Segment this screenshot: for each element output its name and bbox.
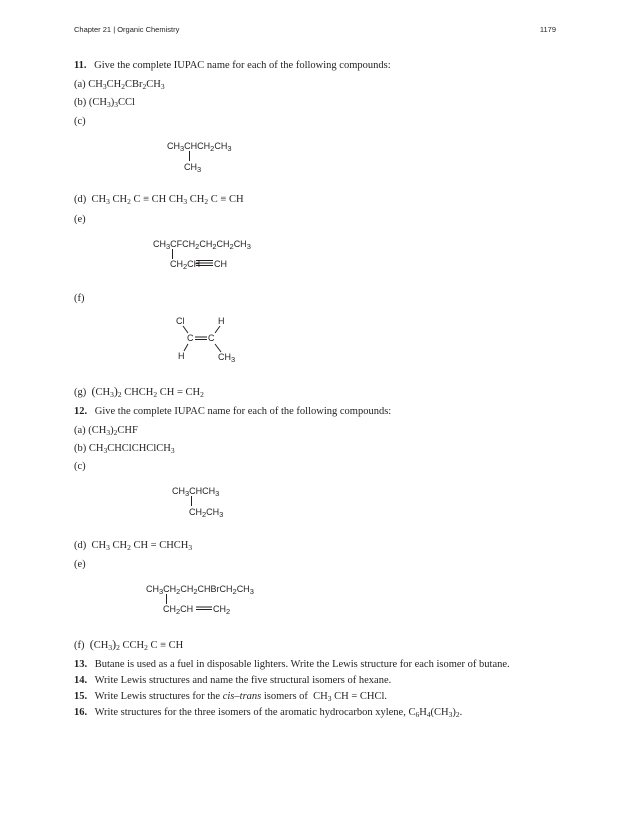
q11f-h-bottom: H [178, 351, 185, 361]
chapter-header: Chapter 21 | Organic Chemistry [74, 25, 180, 34]
q12a-label: (a) [74, 425, 86, 436]
q16-number: 16. [74, 707, 88, 718]
q14-number: 14. [74, 675, 88, 686]
q15 [74, 691, 387, 703]
q11f-c-right: C [208, 333, 215, 343]
q11e-branch-b: CH [214, 259, 227, 269]
q11c-branch: $CH_3$ [184, 162, 202, 174]
q12f-label: (f) [74, 640, 85, 651]
q12b-formula: $CH_3CHClCHClCH_3$ [88, 443, 175, 455]
q11f-label: (f) [74, 293, 85, 304]
q12d-label: (d) [74, 540, 87, 551]
q12d-formula: $CH_3$ $CH_2$ CH = $CHCH_3$ [91, 540, 193, 552]
q11g-formula: $(CH_3)_2$ $CHCH_2$ CH = $CH_2$ [91, 384, 204, 399]
q12e-main-chain: $CH_3CH_2CH_2CHBrCH_2CH_3$ [146, 584, 254, 596]
q11e-main-chain: $CH_3CFCH_2CH_2CH_2CH_3$ [153, 239, 251, 251]
q11g [74, 385, 204, 399]
q12f-formula: $(CH_3)_2$ $CCH_2$ C ≡ CH [89, 637, 184, 652]
q11a-formula: $CH_3CH_2CBr_2CH_3$ [88, 79, 165, 91]
q11f-ch3: $CH_3$ [218, 352, 236, 364]
q14-text: Write Lewis structures and name the five structural isomers of hexane. [94, 675, 392, 686]
q11c-label: (c) [74, 116, 86, 127]
q12c-label: (c) [74, 461, 86, 472]
q12e-structure [146, 584, 266, 618]
q12c-branch: $CH_2CH_3$ [189, 507, 224, 519]
q11f-cl: Cl [176, 316, 185, 326]
q12-prompt [74, 406, 391, 418]
q11-text: Give the complete IUPAC name for each of the following compounds: [94, 60, 391, 71]
page-number: 1179 [539, 25, 556, 34]
q15-number: 15. [74, 691, 88, 702]
q11f-h-top: H [218, 316, 225, 326]
q11f-bonds [176, 316, 246, 364]
q12e-branch-a: $CH_2CH$ [163, 604, 194, 616]
q12a-formula: $(CH_3)_2CHF$ [88, 425, 138, 437]
q11e-branch-a: $CH_2CH$ [170, 259, 201, 271]
q11g-label: (g) [74, 387, 87, 398]
q11c-structure [167, 141, 247, 175]
q11a [74, 79, 165, 91]
q11d-formula: $CH_3$ $CH_2$ C ≡ CH $CH_3$ $CH_2$ C ≡ CH [91, 194, 244, 206]
q11e-label: (e) [74, 214, 86, 225]
q11a-label: (a) [74, 79, 86, 90]
q14 [74, 675, 391, 687]
q11b-label: (b) [74, 97, 87, 108]
q11f-c-left: C [187, 333, 194, 343]
q12c-main-chain: $CH_3CHCH_3$ [172, 486, 220, 498]
q12-number: 12. [74, 406, 88, 417]
q12e-branch-b: $CH_2$ [213, 604, 231, 616]
q11e-structure [153, 239, 263, 273]
q12e-label: (e) [74, 559, 86, 570]
q12c-structure [172, 486, 242, 520]
q11f-structure [176, 316, 246, 364]
q11b [74, 97, 135, 109]
q13-text: Butane is used as a fuel in disposable lighters. Write the Lewis structure for each isomer of butane. [94, 659, 510, 670]
q11-prompt [74, 60, 391, 72]
q12b [74, 443, 175, 455]
q16-text: Write structures for the three isomers of the aromatic hydrocarbon xylene, $C_6H_4(CH_3)_2$. [94, 707, 463, 719]
q11d [74, 194, 244, 206]
q12a [74, 425, 138, 437]
q15-text: Write Lewis structures for the cis–trans isomers of $CH_3$ CH = CHCl. [94, 691, 388, 703]
q11c-main-chain: $CH_3CHCH_2CH_3$ [167, 141, 232, 153]
q11d-label: (d) [74, 194, 87, 205]
q12b-label: (b) [74, 443, 87, 454]
q13 [74, 659, 510, 671]
q12f [74, 638, 183, 652]
q11b-formula: $(CH_3)_3CCl$ [88, 97, 135, 109]
q11-number: 11. [74, 60, 87, 71]
q12d [74, 540, 192, 552]
q11c-bond [167, 141, 247, 175]
q16 [74, 707, 462, 719]
q13-number: 13. [74, 659, 88, 670]
q12-text: Give the complete IUPAC name for each of the following compounds: [94, 406, 392, 417]
